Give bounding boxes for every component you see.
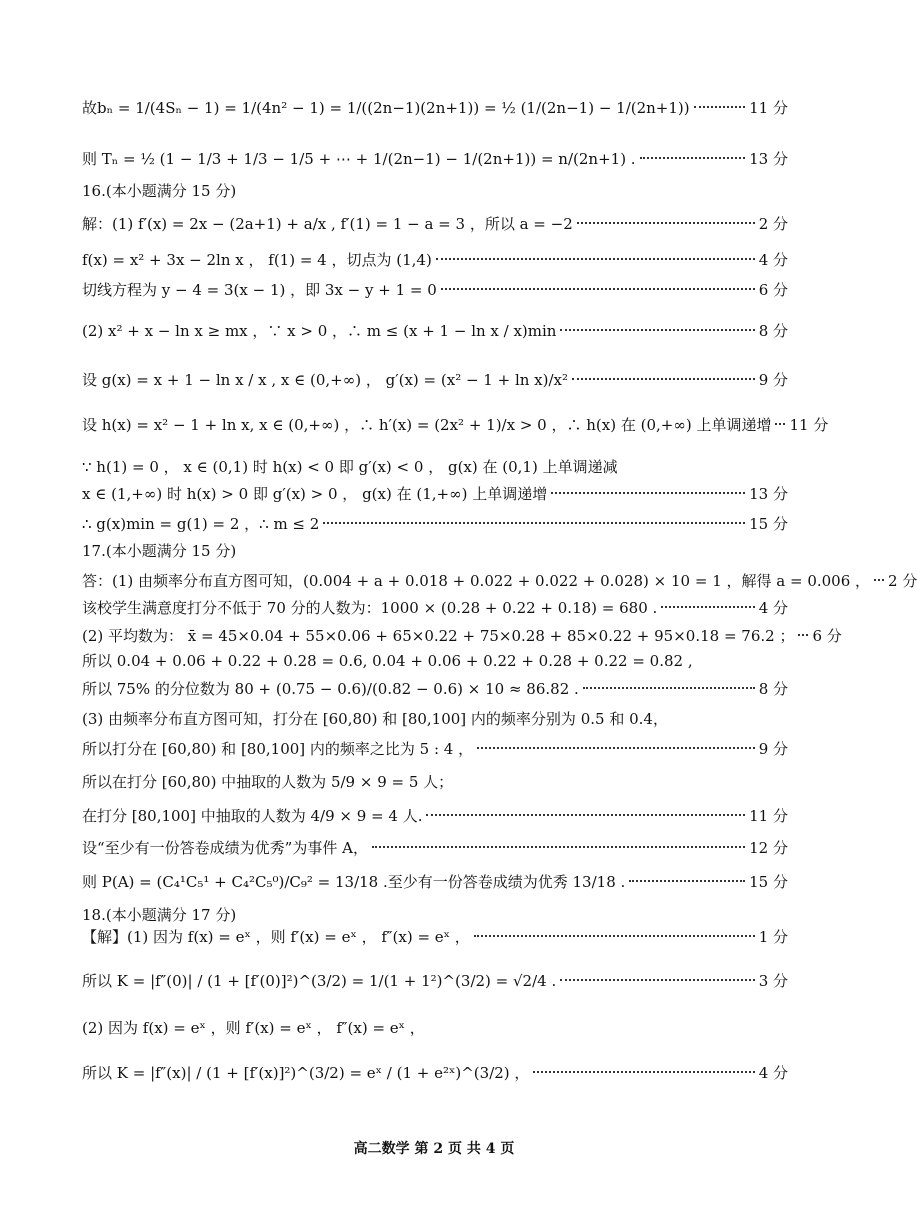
- solution-line: [82, 733, 788, 763]
- line-text: (2) 平均数为： x̄ = 45×0.04 + 55×0.06 + 65×0.22 + 75×0.28 + 85×0.22 + 95×0.18 = 76.2 ；: [82, 626, 795, 645]
- score-label: 12 分: [749, 838, 788, 857]
- dot-leader: [436, 258, 755, 260]
- score-label: 1 分: [758, 927, 788, 946]
- dot-leader: [477, 747, 755, 749]
- score-label: 6 分: [812, 626, 842, 645]
- dot-leader: [661, 606, 754, 608]
- line-text: 该校学生满意度打分不低于 70 分的人数为：1000 × (0.28 + 0.22 + 0.18) = 680 .: [82, 598, 658, 617]
- line-text: x ∈ (1,+∞) 时 h(x) > 0 即 g′(x) > 0 ， g(x) 在 (1,+∞) 上单调递增: [82, 484, 548, 503]
- solution-line: [82, 315, 788, 345]
- dot-leader: [640, 157, 746, 159]
- dot-leader: [694, 106, 746, 108]
- score-label: 11 分: [749, 806, 788, 825]
- dot-leader: [441, 288, 755, 290]
- line-text: 答：(1) 由频率分布直方图可知，(0.004 + a + 0.018 + 0.022 + 0.022 + 0.028) × 10 = 1 ，解得 a = 0.006 ，: [82, 571, 871, 590]
- solution-line: [82, 645, 788, 675]
- score-label: 2 分: [888, 571, 917, 590]
- solution-line: [82, 274, 788, 304]
- dot-leader: [775, 423, 785, 425]
- line-text: 设 h(x) = x² − 1 + ln x, x ∈ (0,+∞) ，∴ h′(x) = (2x² + 1)/x > 0 ，∴ h(x) 在 (0,+∞) 上单调递增: [82, 415, 772, 434]
- line-text: (2) x² + x − ln x ≥ mx ，∵ x > 0 ，∴ m ≤ (x + 1 − ln x / x)min: [82, 321, 557, 340]
- dot-leader: [323, 522, 745, 524]
- dot-leader: [426, 814, 745, 816]
- line-text: 所以打分在 [60,80) 和 [80,100] 内的频率之比为 5 : 4 ，: [82, 739, 474, 758]
- score-label: 4 分: [758, 598, 788, 617]
- score-label: 3 分: [758, 971, 788, 990]
- score-label: 4 分: [758, 1063, 788, 1082]
- line-text: 18.(本小题满分 17 分): [82, 905, 237, 924]
- line-text: 故bₙ = 1/(4Sₙ − 1) = 1/(4n² − 1) = 1/((2n−1)(2n+1)) = ½ (1/(2n−1) − 1/(2n+1)): [82, 98, 690, 117]
- solution-line: [82, 244, 788, 274]
- line-text: (2) 因为 f(x) = eˣ ，则 f′(x) = eˣ ， f″(x) = eˣ ，: [82, 1018, 425, 1037]
- line-text: 切线方程为 y − 4 = 3(x − 1) ，即 3x − y + 1 = 0: [82, 280, 437, 299]
- solution-line: [82, 175, 788, 205]
- dot-leader: [577, 222, 755, 224]
- dot-leader: [560, 329, 754, 331]
- solution-line: [82, 592, 788, 622]
- score-label: 8 分: [758, 679, 788, 698]
- dot-leader: [629, 880, 745, 882]
- line-text: 则 P(A) = (C₄¹C₅¹ + C₄²C₅⁰)/C₉² = 13/18 .至少有一份答卷成绩为优秀 13/18 .: [82, 872, 626, 891]
- solution-line: [82, 703, 788, 733]
- line-text: ∴ g(x)min = g(1) = 2 ，∴ m ≤ 2: [82, 514, 320, 533]
- dot-leader: [798, 634, 808, 636]
- solution-line: [82, 766, 788, 796]
- solution-line: [82, 1057, 788, 1087]
- score-label: 9 分: [758, 739, 788, 758]
- line-text: 解：(1) f′(x) = 2x − (2a+1) + a/x , f′(1) = 1 − a = 3 ，所以 a = −2: [82, 214, 573, 233]
- score-label: 11 分: [789, 415, 829, 434]
- dot-leader: [874, 579, 884, 581]
- score-label: 11 分: [749, 98, 788, 117]
- solution-line: [82, 565, 917, 595]
- page-footer: 高二数学 第 2 页 共 4 页: [353, 1141, 515, 1157]
- line-text: 17.(本小题满分 15 分): [82, 541, 237, 560]
- solution-line: [82, 965, 788, 995]
- solution-line: [82, 409, 829, 439]
- score-label: 2 分: [758, 214, 788, 233]
- solution-line: [82, 478, 788, 508]
- solution-line: [82, 866, 788, 896]
- dot-leader: [560, 979, 754, 981]
- solution-line: [82, 800, 788, 830]
- score-label: 15 分: [749, 872, 788, 891]
- solution-line: [82, 451, 788, 481]
- score-label: 8 分: [758, 321, 788, 340]
- dot-leader: [533, 1071, 754, 1073]
- dot-leader: [551, 492, 745, 494]
- line-text: 16.(本小题满分 15 分): [82, 181, 237, 200]
- line-text: 【解】(1) 因为 f(x) = eˣ ，则 f′(x) = eˣ ， f″(x) = eˣ ，: [82, 927, 470, 946]
- line-text: ∵ h(1) = 0 ， x ∈ (0,1) 时 h(x) < 0 即 g′(x) < 0 ， g(x) 在 (0,1) 上单调递减: [82, 457, 618, 476]
- score-label: 13 分: [749, 484, 788, 503]
- score-label: 9 分: [758, 370, 788, 389]
- solution-line: [82, 143, 788, 173]
- line-text: 所以 75% 的分位数为 80 + (0.75 − 0.6)/(0.82 − 0.6) × 10 ≈ 86.82 .: [82, 679, 579, 698]
- score-label: 15 分: [749, 514, 788, 533]
- line-text: 设“至少有一份答卷成绩为优秀”为事件 A，: [82, 838, 368, 857]
- line-text: 设 g(x) = x + 1 − ln x / x , x ∈ (0,+∞) ， g′(x) = (x² − 1 + ln x)/x²: [82, 370, 569, 389]
- solution-line: [82, 535, 788, 565]
- line-text: 所以在打分 [60,80) 中抽取的人数为 5/9 × 9 = 5 人；: [82, 772, 454, 791]
- dot-leader: [583, 687, 755, 689]
- score-label: 6 分: [758, 280, 788, 299]
- solution-line: [82, 673, 788, 703]
- score-label: 13 分: [749, 149, 788, 168]
- solution-line: [82, 92, 788, 122]
- score-label: 4 分: [758, 250, 788, 269]
- line-text: 所以 K = |f″(0)| / (1 + [f′(0)]²)^(3/2) = 1/(1 + 1²)^(3/2) = √2/4 .: [82, 971, 557, 990]
- solution-line: [82, 921, 788, 951]
- line-text: 在打分 [80,100] 中抽取的人数为 4/9 × 9 = 4 人.: [82, 806, 423, 825]
- dot-leader: [572, 378, 755, 380]
- line-text: (3) 由频率分布直方图可知，打分在 [60,80) 和 [80,100] 内的频率分别为 0.5 和 0.4，: [82, 709, 668, 728]
- solution-line: [82, 508, 788, 538]
- line-text: f(x) = x² + 3x − 2ln x ， f(1) = 4 ，切点为 (1,4): [82, 250, 432, 269]
- solution-line: [82, 832, 788, 862]
- line-text: 所以 0.04 + 0.06 + 0.22 + 0.28 = 0.6, 0.04 + 0.06 + 0.22 + 0.28 + 0.22 = 0.82 ,: [82, 651, 693, 670]
- solution-line: [82, 364, 788, 394]
- solution-line: [82, 1012, 788, 1042]
- line-text: 则 Tₙ = ½ (1 − 1/3 + 1/3 − 1/5 + ⋯ + 1/(2n−1) − 1/(2n+1)) = n/(2n+1) .: [82, 149, 636, 168]
- line-text: 所以 K = |f″(x)| / (1 + [f′(x)]²)^(3/2) = eˣ / (1 + e²ˣ)^(3/2) ，: [82, 1063, 530, 1082]
- dot-leader: [474, 935, 755, 937]
- solution-line: [82, 208, 788, 238]
- dot-leader: [372, 846, 745, 848]
